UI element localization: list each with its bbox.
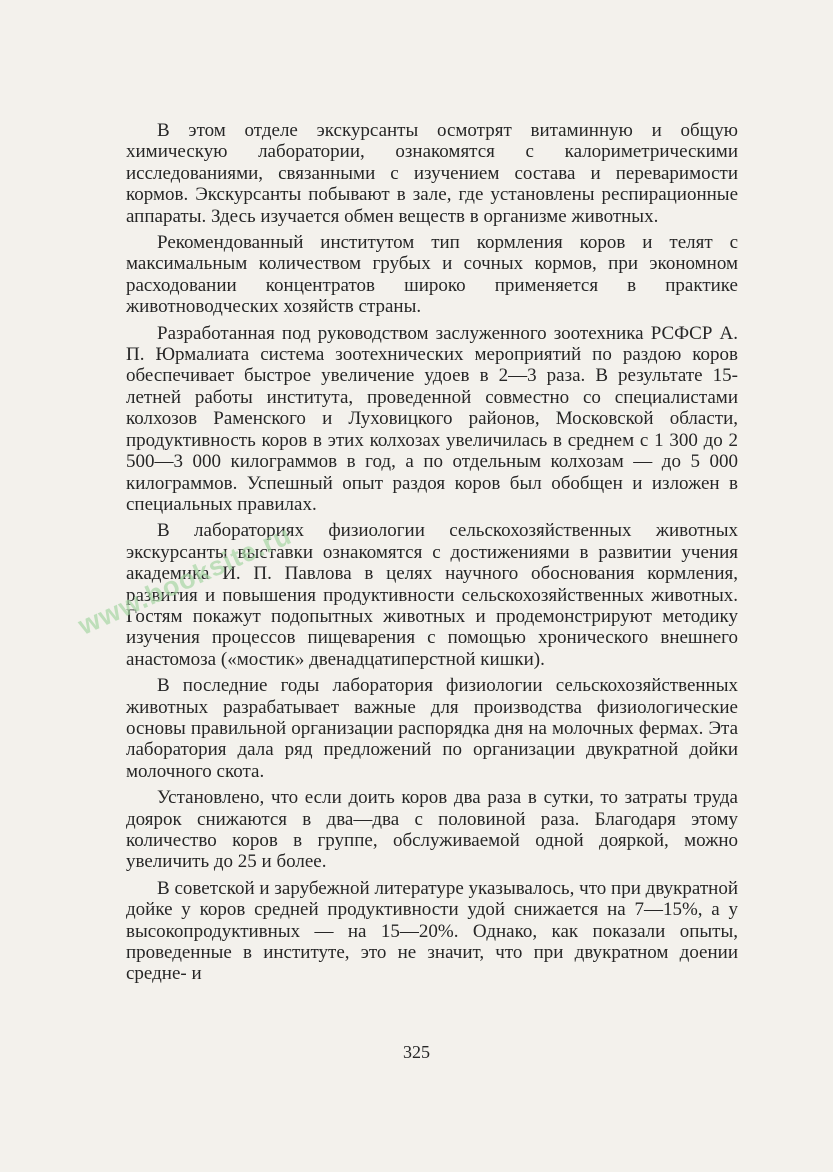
paragraph-5: В последние годы лаборатория физиологии сельскохозяйственных животных разрабатывает важные для производства физиологические основы правильной организации распорядка дня на молочных фермах. Эта лаборатория дала ряд предложений по организации двукратной дойки молочного скота.	[126, 675, 738, 782]
page-number: 325	[403, 1042, 430, 1062]
paragraph-1: В этом отделе экскурсанты осмотрят витаминную и общую химическую лаборатории, ознакомятся с калориметрическими исследованиями, связанными с изучением состава и переваримости кормов. Экскурсанты побывают в зале, где установлены респирационные аппараты. Здесь изучается обмен веществ в организме животных.	[126, 120, 738, 227]
paragraph-2: Рекомендованный институтом тип кормления коров и телят с максимальным количеством грубых и сочных кормов, при экономном расходовании концентратов широко применяется в практике животноводческих хозяйств страны.	[126, 232, 738, 318]
paragraph-4: В лабораториях физиологии сельскохозяйственных животных экскурсанты выставки ознакомятся с достижениями в развитии учения академика И. П. Павлова в целях научного обоснования кормления, развития и повышения продуктивности сельскохозяйственных животных. Гостям покажут подопытных животных и продемонстрируют методику изучения процессов пищеварения с помощью хронического внешнего анастомоза («мостик» двенадцатиперстной кишки).	[126, 520, 738, 670]
paragraph-3: Разработанная под руководством заслуженного зоотехника РСФСР А. П. Юрмалиата система зоотехнических мероприятий по раздою коров обеспечивает быстрое увеличение удоев в 2—3 раза. В результате 15-летней работы института, проведенной совместно со специалистами колхозов Раменского и Луховицкого районов, Московской области, продуктивность коров в этих колхозах увеличилась в среднем с 1 300 до 2 500—3 000 килограммов в год, а по отдельным колхозам — до 5 000 килограммов. Успешный опыт раздоя коров был обобщен и изложен в специальных правилах.	[126, 322, 738, 515]
paragraph-7: В советской и зарубежной литературе указывалось, что при двукратной дойке у коров средней продуктивности удой снижается на 7—15%, а у высокопродуктивных — на 15—20%. Однако, как показали опыты, проведенные в институте, это не значит, что при двукратном доении средне- и	[126, 877, 738, 985]
paragraph-6: Установлено, что если доить коров два раза в сутки, то затраты труда доярок снижаются в два—два с половиной раза. Благодаря этому количество коров в группе, обслуживаемой одной дояркой, можно увеличить до 25 и более.	[126, 787, 738, 873]
watermark: www.booksite.ru	[73, 519, 297, 641]
body-text	[126, 120, 738, 990]
